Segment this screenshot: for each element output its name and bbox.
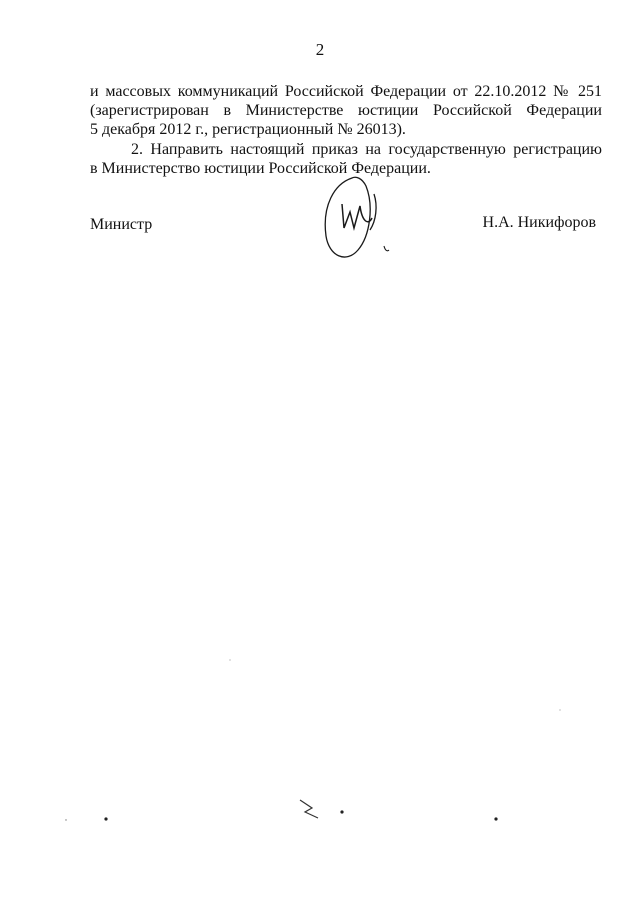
handwritten-signature — [314, 166, 394, 266]
scan-dot — [494, 817, 497, 820]
signature-block — [90, 214, 596, 274]
paragraph-1-line-2: (зарегистрирован в Министерстве юстиции Российской Федерации — [90, 102, 602, 119]
signatory-name: Н.А. Никифоров — [482, 214, 596, 231]
paragraph-2-line-1: 2. Направить настоящий приказ на государственную регистрацию — [131, 141, 602, 158]
scan-dot — [340, 810, 343, 813]
scan-dot — [65, 819, 66, 820]
paragraph-1-line-1: и массовых коммуникаций Российской Федерации от 22.10.2012 № 251 — [90, 83, 602, 100]
paragraph-1-line-3: 5 декабря 2012 г., регистрационный № 26013). — [90, 121, 406, 138]
signatory-title: Министр — [90, 216, 153, 233]
scan-dot — [104, 817, 107, 820]
scan-dot — [559, 709, 560, 710]
scan-scribble-mark — [300, 800, 318, 818]
scan-dot — [229, 659, 230, 660]
paragraph-2-line-2: в Министерство юстиции Российской Федерации. — [90, 160, 431, 177]
page-number: 2 — [315, 40, 325, 59]
paragraph-1 — [90, 82, 602, 139]
